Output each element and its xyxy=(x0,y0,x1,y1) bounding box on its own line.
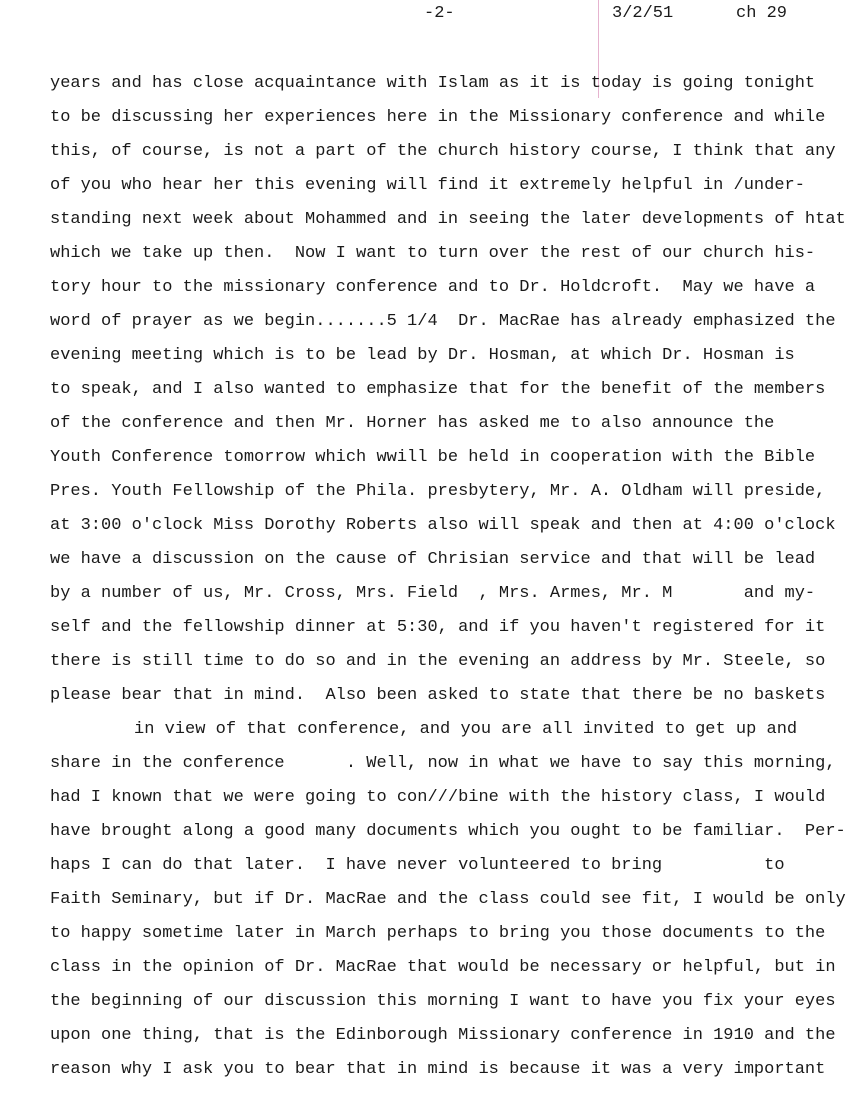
text-line: standing next week about Mohammed and in seeing the later developments of htat xyxy=(50,210,846,229)
text-line: Pres. Youth Fellowship of the Phila. presbytery, Mr. A. Oldham will preside, xyxy=(50,482,826,501)
text-line: there is still time to do so and in the evening an address by Mr. Steele, so xyxy=(50,652,826,671)
text-line: word of prayer as we begin.......5 1/4 Dr. MacRae has already emphasized the xyxy=(50,312,836,331)
text-line: of you who hear her this evening will find it extremely helpful in /under- xyxy=(50,176,805,195)
text-line: class in the opinion of Dr. MacRae that would be necessary or helpful, but in xyxy=(50,958,836,977)
chapter-label: ch 29 xyxy=(736,4,788,23)
text-line: of the conference and then Mr. Horner has asked me to also announce the xyxy=(50,414,775,433)
text-line: by a number of us, Mr. Cross, Mrs. Field , Mrs. Armes, Mr. M and my- xyxy=(50,584,816,603)
text-line: tory hour to the missionary conference and to Dr. Holdcroft. May we have a xyxy=(50,278,816,297)
text-line: in view of that conference, and you are all invited to get up and xyxy=(134,720,798,739)
text-line: share in the conference . Well, now in what we have to say this morning, xyxy=(50,754,836,773)
text-line: Youth Conference tomorrow which wwill be held in cooperation with the Bible xyxy=(50,448,816,467)
text-line: to happy sometime later in March perhaps to bring you those documents to the xyxy=(50,924,826,943)
text-line: Faith Seminary, but if Dr. MacRae and the class could see fit, I would be only xyxy=(50,890,846,909)
text-line: this, of course, is not a part of the church history course, I think that any xyxy=(50,142,836,161)
text-line: had I known that we were going to con///bine with the history class, I would xyxy=(50,788,826,807)
text-line: upon one thing, that is the Edinborough Missionary conference in 1910 and the xyxy=(50,1026,836,1045)
text-line: reason why I ask you to bear that in mind is because it was a very important xyxy=(50,1060,826,1079)
text-line: haps I can do that later. I have never volunteered to bring to xyxy=(50,856,785,875)
text-line: evening meeting which is to be lead by Dr. Hosman, at which Dr. Hosman is xyxy=(50,346,795,365)
document-date: 3/2/51 xyxy=(612,4,674,23)
text-line: the beginning of our discussion this morning I want to have you fix your eyes xyxy=(50,992,836,1011)
text-line: years and has close acquaintance with Islam as it is today is going tonight xyxy=(50,74,816,93)
text-line: to be discussing her experiences here in the Missionary conference and while xyxy=(50,108,826,127)
text-line: to speak, and I also wanted to emphasize that for the benefit of the members xyxy=(50,380,826,399)
text-line: at 3:00 o'clock Miss Dorothy Roberts also will speak and then at 4:00 o'clock xyxy=(50,516,836,535)
text-line: please bear that in mind. Also been asked to state that there be no baskets xyxy=(50,686,826,705)
text-line: have brought along a good many documents which you ought to be familiar. Per- xyxy=(50,822,846,841)
page-number: -2- xyxy=(424,4,455,23)
text-line: self and the fellowship dinner at 5:30, and if you haven't registered for it xyxy=(50,618,826,637)
text-line: we have a discussion on the cause of Chrisian service and that will be lead xyxy=(50,550,816,569)
text-line: which we take up then. Now I want to turn over the rest of our church his- xyxy=(50,244,816,263)
